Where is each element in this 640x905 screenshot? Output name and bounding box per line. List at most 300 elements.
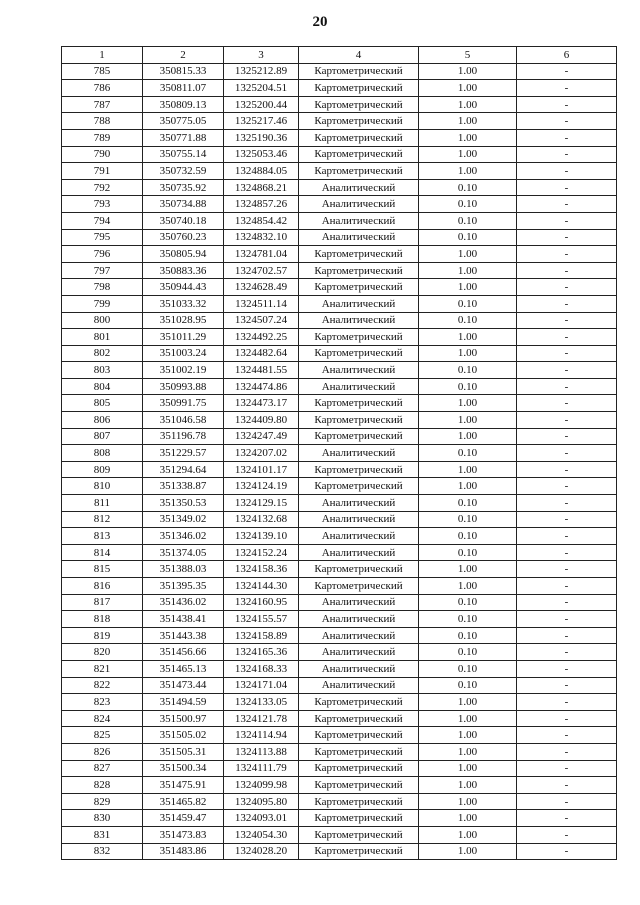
y-coordinate-cell: 1324857.26 (224, 196, 299, 213)
table-row (62, 611, 617, 628)
table-row (62, 594, 617, 611)
method-cell: Картометрический (299, 710, 419, 727)
table-row (62, 262, 617, 279)
point-number-cell: 812 (62, 511, 143, 528)
method-cell: Картометрический (299, 843, 419, 860)
point-number-cell: 825 (62, 727, 143, 744)
x-coordinate-cell: 351494.59 (143, 694, 224, 711)
x-coordinate-cell: 350805.94 (143, 246, 224, 263)
point-number-cell: 809 (62, 461, 143, 478)
y-coordinate-cell: 1324165.36 (224, 644, 299, 661)
description-cell: - (517, 710, 617, 727)
description-cell: - (517, 810, 617, 827)
description-cell: - (517, 478, 617, 495)
table-row (62, 694, 617, 711)
table-row (62, 395, 617, 412)
point-number-cell: 796 (62, 246, 143, 263)
point-number-cell: 799 (62, 295, 143, 312)
method-cell: Картометрический (299, 793, 419, 810)
x-coordinate-cell: 350809.13 (143, 96, 224, 113)
x-coordinate-cell: 351443.38 (143, 627, 224, 644)
y-coordinate-cell: 1324054.30 (224, 826, 299, 843)
accuracy-cell: 0.10 (419, 212, 517, 229)
description-cell: - (517, 627, 617, 644)
table-row (62, 826, 617, 843)
point-number-cell: 821 (62, 660, 143, 677)
y-coordinate-cell: 1324409.80 (224, 412, 299, 429)
method-cell: Картометрический (299, 395, 419, 412)
table-body (62, 63, 617, 860)
accuracy-cell: 0.10 (419, 594, 517, 611)
x-coordinate-cell: 351388.03 (143, 561, 224, 578)
y-coordinate-cell: 1324473.17 (224, 395, 299, 412)
y-coordinate-cell: 1325212.89 (224, 63, 299, 80)
point-number-cell: 816 (62, 578, 143, 595)
column-header: 2 (143, 47, 224, 64)
y-coordinate-cell: 1324093.01 (224, 810, 299, 827)
column-header: 1 (62, 47, 143, 64)
y-coordinate-cell: 1324160.95 (224, 594, 299, 611)
point-number-cell: 793 (62, 196, 143, 213)
method-cell: Картометрический (299, 329, 419, 346)
x-coordinate-cell: 350775.05 (143, 113, 224, 130)
table-row (62, 295, 617, 312)
table-row (62, 312, 617, 329)
accuracy-cell: 0.10 (419, 677, 517, 694)
accuracy-cell: 1.00 (419, 246, 517, 263)
table-row (62, 179, 617, 196)
table-row (62, 279, 617, 296)
method-cell: Картометрический (299, 63, 419, 80)
method-cell: Картометрический (299, 694, 419, 711)
method-cell: Картометрический (299, 428, 419, 445)
accuracy-cell: 1.00 (419, 262, 517, 279)
point-number-cell: 829 (62, 793, 143, 810)
method-cell: Аналитический (299, 295, 419, 312)
table-row (62, 378, 617, 395)
accuracy-cell: 0.10 (419, 445, 517, 462)
description-cell: - (517, 395, 617, 412)
x-coordinate-cell: 350740.18 (143, 212, 224, 229)
method-cell: Аналитический (299, 312, 419, 329)
x-coordinate-cell: 351028.95 (143, 312, 224, 329)
accuracy-cell: 0.10 (419, 544, 517, 561)
description-cell: - (517, 578, 617, 595)
description-cell: - (517, 428, 617, 445)
column-header: 4 (299, 47, 419, 64)
method-cell: Картометрический (299, 80, 419, 97)
table-row (62, 445, 617, 462)
description-cell: - (517, 528, 617, 545)
description-cell: - (517, 495, 617, 512)
column-header: 6 (517, 47, 617, 64)
point-number-cell: 831 (62, 826, 143, 843)
x-coordinate-cell: 351483.86 (143, 843, 224, 860)
point-number-cell: 810 (62, 478, 143, 495)
method-cell: Аналитический (299, 544, 419, 561)
y-coordinate-cell: 1324132.68 (224, 511, 299, 528)
point-number-cell: 801 (62, 329, 143, 346)
x-coordinate-cell: 351338.87 (143, 478, 224, 495)
description-cell: - (517, 445, 617, 462)
description-cell: - (517, 777, 617, 794)
y-coordinate-cell: 1324868.21 (224, 179, 299, 196)
y-coordinate-cell: 1324832.10 (224, 229, 299, 246)
y-coordinate-cell: 1324101.17 (224, 461, 299, 478)
accuracy-cell: 1.00 (419, 777, 517, 794)
method-cell: Аналитический (299, 229, 419, 246)
method-cell: Картометрический (299, 810, 419, 827)
accuracy-cell: 1.00 (419, 561, 517, 578)
y-coordinate-cell: 1324702.57 (224, 262, 299, 279)
y-coordinate-cell: 1324139.10 (224, 528, 299, 545)
accuracy-cell: 1.00 (419, 760, 517, 777)
x-coordinate-cell: 351456.66 (143, 644, 224, 661)
y-coordinate-cell: 1325190.36 (224, 129, 299, 146)
y-coordinate-cell: 1324111.79 (224, 760, 299, 777)
x-coordinate-cell: 351229.57 (143, 445, 224, 462)
method-cell: Картометрический (299, 345, 419, 362)
x-coordinate-cell: 350944.43 (143, 279, 224, 296)
table-row (62, 810, 617, 827)
table-row (62, 345, 617, 362)
point-number-cell: 806 (62, 412, 143, 429)
point-number-cell: 794 (62, 212, 143, 229)
accuracy-cell: 1.00 (419, 129, 517, 146)
accuracy-cell: 1.00 (419, 578, 517, 595)
method-cell: Аналитический (299, 677, 419, 694)
y-coordinate-cell: 1325204.51 (224, 80, 299, 97)
description-cell: - (517, 843, 617, 860)
y-coordinate-cell: 1324482.64 (224, 345, 299, 362)
y-coordinate-cell: 1325200.44 (224, 96, 299, 113)
x-coordinate-cell: 351505.02 (143, 727, 224, 744)
method-cell: Картометрический (299, 561, 419, 578)
y-coordinate-cell: 1324158.36 (224, 561, 299, 578)
point-number-cell: 814 (62, 544, 143, 561)
method-cell: Картометрический (299, 146, 419, 163)
method-cell: Аналитический (299, 445, 419, 462)
point-number-cell: 790 (62, 146, 143, 163)
point-number-cell: 802 (62, 345, 143, 362)
y-coordinate-cell: 1324854.42 (224, 212, 299, 229)
accuracy-cell: 1.00 (419, 395, 517, 412)
description-cell: - (517, 129, 617, 146)
x-coordinate-cell: 351505.31 (143, 743, 224, 760)
page-number: 20 (312, 14, 328, 30)
table-row (62, 743, 617, 760)
accuracy-cell: 1.00 (419, 279, 517, 296)
y-coordinate-cell: 1324129.15 (224, 495, 299, 512)
method-cell: Картометрический (299, 578, 419, 595)
x-coordinate-cell: 350755.14 (143, 146, 224, 163)
description-cell: - (517, 511, 617, 528)
method-cell: Картометрический (299, 478, 419, 495)
point-number-cell: 824 (62, 710, 143, 727)
description-cell: - (517, 146, 617, 163)
point-number-cell: 792 (62, 179, 143, 196)
description-cell: - (517, 312, 617, 329)
method-cell: Картометрический (299, 826, 419, 843)
point-number-cell: 788 (62, 113, 143, 130)
accuracy-cell: 0.10 (419, 511, 517, 528)
method-cell: Аналитический (299, 528, 419, 545)
accuracy-cell: 1.00 (419, 146, 517, 163)
point-number-cell: 797 (62, 262, 143, 279)
x-coordinate-cell: 351465.82 (143, 793, 224, 810)
method-cell: Картометрический (299, 412, 419, 429)
accuracy-cell: 0.10 (419, 495, 517, 512)
point-number-cell: 826 (62, 743, 143, 760)
method-cell: Аналитический (299, 611, 419, 628)
description-cell: - (517, 611, 617, 628)
point-number-cell: 832 (62, 843, 143, 860)
table-row (62, 478, 617, 495)
y-coordinate-cell: 1324492.25 (224, 329, 299, 346)
y-coordinate-cell: 1324155.57 (224, 611, 299, 628)
point-number-cell: 789 (62, 129, 143, 146)
description-cell: - (517, 96, 617, 113)
method-cell: Картометрический (299, 262, 419, 279)
table-row (62, 412, 617, 429)
x-coordinate-cell: 350883.36 (143, 262, 224, 279)
x-coordinate-cell: 351473.83 (143, 826, 224, 843)
y-coordinate-cell: 1324168.33 (224, 660, 299, 677)
point-number-cell: 818 (62, 611, 143, 628)
x-coordinate-cell: 351196.78 (143, 428, 224, 445)
table-row (62, 96, 617, 113)
point-number-cell: 786 (62, 80, 143, 97)
description-cell: - (517, 279, 617, 296)
point-number-cell: 785 (62, 63, 143, 80)
table-row (62, 212, 617, 229)
description-cell: - (517, 644, 617, 661)
accuracy-cell: 1.00 (419, 163, 517, 180)
description-cell: - (517, 80, 617, 97)
x-coordinate-cell: 350771.88 (143, 129, 224, 146)
accuracy-cell: 0.10 (419, 611, 517, 628)
accuracy-cell: 1.00 (419, 793, 517, 810)
y-coordinate-cell: 1324133.05 (224, 694, 299, 711)
description-cell: - (517, 412, 617, 429)
table-row (62, 362, 617, 379)
description-cell: - (517, 229, 617, 246)
x-coordinate-cell: 351002.19 (143, 362, 224, 379)
x-coordinate-cell: 351350.53 (143, 495, 224, 512)
y-coordinate-cell: 1324207.02 (224, 445, 299, 462)
table-row (62, 660, 617, 677)
y-coordinate-cell: 1324511.14 (224, 295, 299, 312)
x-coordinate-cell: 350735.92 (143, 179, 224, 196)
point-number-cell: 817 (62, 594, 143, 611)
description-cell: - (517, 262, 617, 279)
description-cell: - (517, 246, 617, 263)
x-coordinate-cell: 351011.29 (143, 329, 224, 346)
method-cell: Картометрический (299, 279, 419, 296)
column-header: 5 (419, 47, 517, 64)
x-coordinate-cell: 351459.47 (143, 810, 224, 827)
x-coordinate-cell: 351046.58 (143, 412, 224, 429)
table-row (62, 229, 617, 246)
x-coordinate-cell: 351475.91 (143, 777, 224, 794)
point-number-cell: 804 (62, 378, 143, 395)
y-coordinate-cell: 1324099.98 (224, 777, 299, 794)
x-coordinate-cell: 350734.88 (143, 196, 224, 213)
point-number-cell: 828 (62, 777, 143, 794)
accuracy-cell: 1.00 (419, 96, 517, 113)
method-cell: Аналитический (299, 660, 419, 677)
description-cell: - (517, 345, 617, 362)
point-number-cell: 798 (62, 279, 143, 296)
accuracy-cell: 0.10 (419, 528, 517, 545)
table-row (62, 727, 617, 744)
x-coordinate-cell: 350991.75 (143, 395, 224, 412)
description-cell: - (517, 329, 617, 346)
method-cell: Картометрический (299, 760, 419, 777)
x-coordinate-cell: 351033.32 (143, 295, 224, 312)
description-cell: - (517, 760, 617, 777)
point-number-cell: 811 (62, 495, 143, 512)
description-cell: - (517, 677, 617, 694)
description-cell: - (517, 212, 617, 229)
method-cell: Аналитический (299, 378, 419, 395)
x-coordinate-cell: 351500.97 (143, 710, 224, 727)
accuracy-cell: 0.10 (419, 312, 517, 329)
point-number-cell: 787 (62, 96, 143, 113)
table-row (62, 129, 617, 146)
accuracy-cell: 0.10 (419, 362, 517, 379)
y-coordinate-cell: 1324884.05 (224, 163, 299, 180)
description-cell: - (517, 196, 617, 213)
table-row (62, 511, 617, 528)
method-cell: Аналитический (299, 495, 419, 512)
table-row (62, 113, 617, 130)
accuracy-cell: 1.00 (419, 843, 517, 860)
x-coordinate-cell: 351395.35 (143, 578, 224, 595)
x-coordinate-cell: 350732.59 (143, 163, 224, 180)
point-number-cell: 803 (62, 362, 143, 379)
point-number-cell: 791 (62, 163, 143, 180)
description-cell: - (517, 594, 617, 611)
point-number-cell: 819 (62, 627, 143, 644)
description-cell: - (517, 113, 617, 130)
table-row (62, 578, 617, 595)
accuracy-cell: 0.10 (419, 179, 517, 196)
method-cell: Аналитический (299, 644, 419, 661)
accuracy-cell: 1.00 (419, 461, 517, 478)
point-number-cell: 823 (62, 694, 143, 711)
table-row (62, 561, 617, 578)
accuracy-cell: 0.10 (419, 196, 517, 213)
point-number-cell: 822 (62, 677, 143, 694)
accuracy-cell: 1.00 (419, 113, 517, 130)
x-coordinate-cell: 350811.07 (143, 80, 224, 97)
accuracy-cell: 0.10 (419, 378, 517, 395)
method-cell: Картометрический (299, 727, 419, 744)
table-row (62, 777, 617, 794)
accuracy-cell: 1.00 (419, 743, 517, 760)
y-coordinate-cell: 1324121.78 (224, 710, 299, 727)
table-row (62, 146, 617, 163)
x-coordinate-cell: 350815.33 (143, 63, 224, 80)
accuracy-cell: 1.00 (419, 694, 517, 711)
point-number-cell: 805 (62, 395, 143, 412)
method-cell: Картометрический (299, 113, 419, 130)
y-coordinate-cell: 1324628.49 (224, 279, 299, 296)
accuracy-cell: 1.00 (419, 345, 517, 362)
table-header-row (62, 47, 617, 64)
point-number-cell: 795 (62, 229, 143, 246)
accuracy-cell: 1.00 (419, 80, 517, 97)
y-coordinate-cell: 1324171.04 (224, 677, 299, 694)
x-coordinate-cell: 351465.13 (143, 660, 224, 677)
description-cell: - (517, 743, 617, 760)
method-cell: Аналитический (299, 627, 419, 644)
point-number-cell: 807 (62, 428, 143, 445)
accuracy-cell: 0.10 (419, 660, 517, 677)
table-row (62, 760, 617, 777)
method-cell: Картометрический (299, 129, 419, 146)
y-coordinate-cell: 1324114.94 (224, 727, 299, 744)
coordinates-table (61, 46, 617, 860)
y-coordinate-cell: 1324028.20 (224, 843, 299, 860)
description-cell: - (517, 179, 617, 196)
point-number-cell: 830 (62, 810, 143, 827)
point-number-cell: 820 (62, 644, 143, 661)
method-cell: Аналитический (299, 594, 419, 611)
table-row (62, 428, 617, 445)
x-coordinate-cell: 351438.41 (143, 611, 224, 628)
description-cell: - (517, 378, 617, 395)
table-row (62, 80, 617, 97)
table-row (62, 163, 617, 180)
accuracy-cell: 1.00 (419, 826, 517, 843)
y-coordinate-cell: 1325217.46 (224, 113, 299, 130)
description-cell: - (517, 694, 617, 711)
y-coordinate-cell: 1325053.46 (224, 146, 299, 163)
description-cell: - (517, 362, 617, 379)
method-cell: Картометрический (299, 743, 419, 760)
y-coordinate-cell: 1324124.19 (224, 478, 299, 495)
accuracy-cell: 1.00 (419, 428, 517, 445)
x-coordinate-cell: 351346.02 (143, 528, 224, 545)
y-coordinate-cell: 1324158.89 (224, 627, 299, 644)
table-row (62, 677, 617, 694)
method-cell: Аналитический (299, 212, 419, 229)
point-number-cell: 808 (62, 445, 143, 462)
table-row (62, 461, 617, 478)
table-row (62, 196, 617, 213)
y-coordinate-cell: 1324481.55 (224, 362, 299, 379)
accuracy-cell: 1.00 (419, 478, 517, 495)
accuracy-cell: 1.00 (419, 329, 517, 346)
method-cell: Картометрический (299, 777, 419, 794)
method-cell: Аналитический (299, 196, 419, 213)
table-row (62, 544, 617, 561)
y-coordinate-cell: 1324152.24 (224, 544, 299, 561)
table-row (62, 63, 617, 80)
method-cell: Аналитический (299, 362, 419, 379)
table-row (62, 329, 617, 346)
description-cell: - (517, 461, 617, 478)
x-coordinate-cell: 351436.02 (143, 594, 224, 611)
description-cell: - (517, 544, 617, 561)
accuracy-cell: 0.10 (419, 295, 517, 312)
accuracy-cell: 1.00 (419, 727, 517, 744)
method-cell: Картометрический (299, 163, 419, 180)
accuracy-cell: 1.00 (419, 412, 517, 429)
table-row (62, 528, 617, 545)
